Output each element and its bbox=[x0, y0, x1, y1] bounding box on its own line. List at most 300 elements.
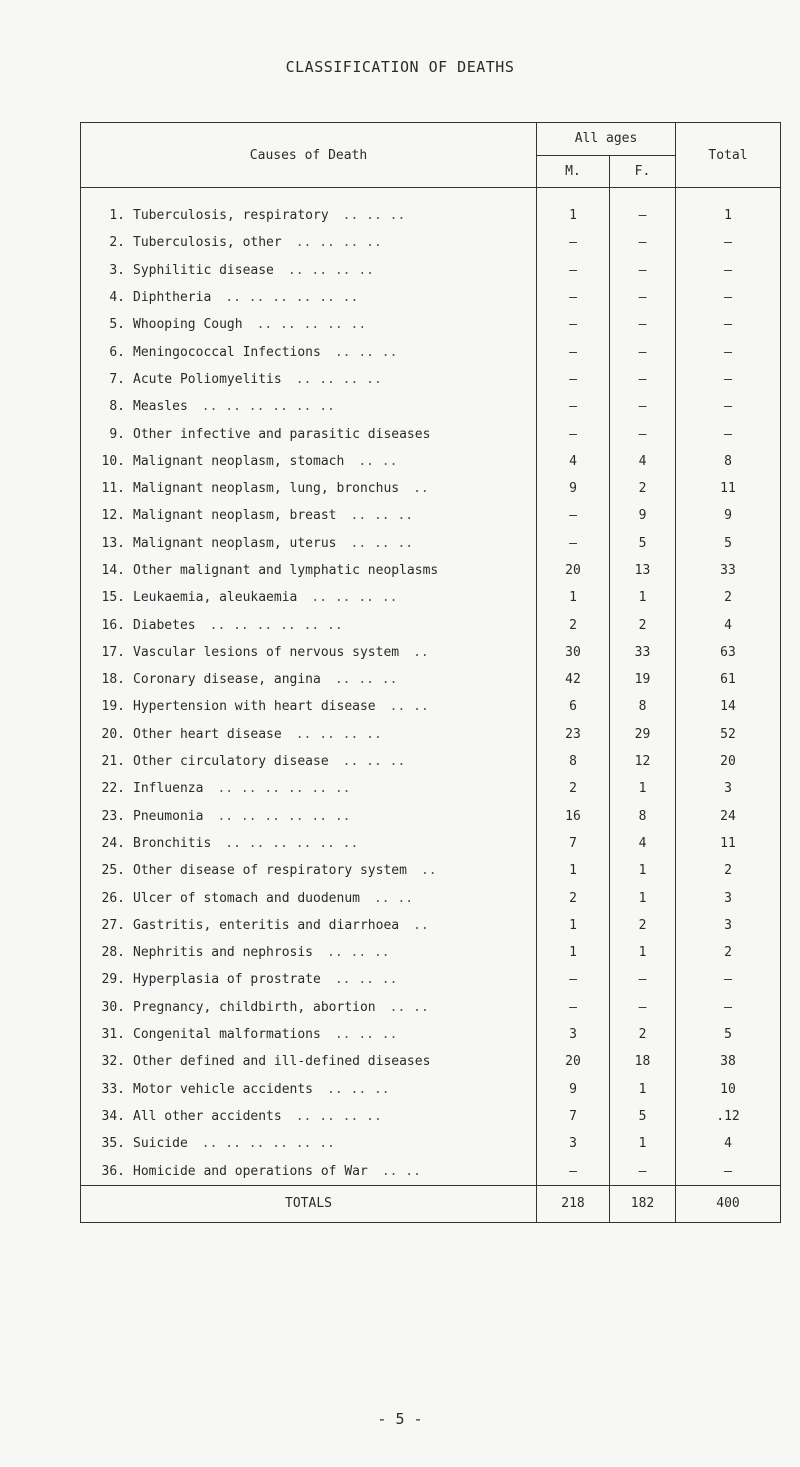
male-count: – bbox=[537, 420, 610, 447]
total-count: – bbox=[676, 1157, 781, 1185]
total-count: 2 bbox=[676, 939, 781, 966]
leader-dots bbox=[438, 563, 452, 578]
cause-name: Measles bbox=[133, 399, 188, 415]
table-row bbox=[81, 448, 781, 475]
total-count: – bbox=[676, 966, 781, 993]
male-count: 2 bbox=[537, 611, 610, 638]
male-count: – bbox=[537, 311, 610, 338]
leader-dots: .. .. .. .. bbox=[295, 726, 382, 742]
row-number: 7. bbox=[109, 371, 125, 387]
male-header: M. bbox=[537, 155, 610, 188]
total-count: 3 bbox=[676, 775, 781, 802]
row-number: 35. bbox=[101, 1136, 125, 1152]
total-count: 10 bbox=[676, 1076, 781, 1103]
cause-cell bbox=[81, 966, 537, 993]
row-number: 8. bbox=[109, 399, 125, 415]
total-count: – bbox=[676, 284, 781, 311]
female-count: 12 bbox=[610, 748, 676, 775]
cause-name: Gastritis, enteritis and diarrhoea bbox=[133, 917, 400, 933]
cause-cell bbox=[81, 338, 537, 365]
row-number: 29. bbox=[101, 972, 125, 988]
table-row bbox=[81, 666, 781, 693]
male-count: 1 bbox=[537, 912, 610, 939]
cause-cell bbox=[81, 803, 537, 830]
table-row bbox=[81, 366, 781, 393]
table-row bbox=[81, 775, 781, 802]
female-count: 19 bbox=[610, 666, 676, 693]
totals-female: 182 bbox=[610, 1185, 676, 1222]
leader-dots: .. .. .. .. .. .. bbox=[209, 617, 343, 633]
total-count: 4 bbox=[676, 1130, 781, 1157]
leader-dots: .. .. .. bbox=[342, 208, 406, 224]
cause-name: Motor vehicle accidents bbox=[133, 1081, 314, 1097]
cause-name: Malignant neoplasm, stomach bbox=[133, 453, 345, 469]
leader-dots: .. bbox=[413, 481, 429, 497]
row-number: 14. bbox=[101, 563, 125, 578]
female-count: 2 bbox=[610, 912, 676, 939]
row-number: 31. bbox=[101, 1027, 125, 1043]
table-row bbox=[81, 584, 781, 611]
cause-name: Meningococcal Infections bbox=[133, 344, 321, 360]
female-count: – bbox=[610, 202, 676, 229]
male-count: – bbox=[537, 284, 610, 311]
row-number: 13. bbox=[101, 535, 125, 551]
female-count: 1 bbox=[610, 857, 676, 884]
cause-name: Ulcer of stomach and duodenum bbox=[133, 890, 360, 906]
cause-cell bbox=[81, 939, 537, 966]
leader-dots: .. .. .. .. .. .. bbox=[201, 1136, 335, 1152]
totals-label: TOTALS bbox=[81, 1185, 537, 1222]
leader-dots: .. .. .. .. bbox=[287, 262, 374, 278]
cause-cell bbox=[81, 557, 537, 584]
cause-name: Coronary disease, angina bbox=[133, 672, 321, 688]
total-count: 52 bbox=[676, 721, 781, 748]
total-count: – bbox=[676, 257, 781, 284]
female-count: 33 bbox=[610, 639, 676, 666]
total-count: .12 bbox=[676, 1103, 781, 1130]
table-row bbox=[81, 257, 781, 284]
table-row bbox=[81, 803, 781, 830]
cause-cell bbox=[81, 666, 537, 693]
total-count: 5 bbox=[676, 1021, 781, 1048]
table-row bbox=[81, 939, 781, 966]
table-row bbox=[81, 229, 781, 256]
female-count: – bbox=[610, 229, 676, 256]
female-count: – bbox=[610, 257, 676, 284]
leader-dots: .. .. .. bbox=[350, 508, 414, 524]
cause-name: Other disease of respiratory system bbox=[133, 863, 407, 879]
female-count: 1 bbox=[610, 1130, 676, 1157]
page-title: CLASSIFICATION OF DEATHS bbox=[285, 58, 515, 76]
causes-header: Causes of Death bbox=[81, 123, 537, 188]
male-count: 1 bbox=[537, 202, 610, 229]
leader-dots: .. .. bbox=[389, 699, 429, 715]
cause-name: Malignant neoplasm, uterus bbox=[133, 535, 337, 551]
female-count: 9 bbox=[610, 502, 676, 529]
table-row bbox=[81, 202, 781, 229]
cause-cell bbox=[81, 912, 537, 939]
leader-dots bbox=[430, 427, 444, 442]
cause-name: Other circulatory disease bbox=[133, 754, 329, 770]
table-row bbox=[81, 284, 781, 311]
male-count: 9 bbox=[537, 1076, 610, 1103]
cause-cell bbox=[81, 393, 537, 420]
cause-cell bbox=[81, 448, 537, 475]
cause-name: Congenital malformations bbox=[133, 1027, 321, 1043]
female-count: 18 bbox=[610, 1048, 676, 1075]
cause-cell bbox=[81, 311, 537, 338]
total-count: – bbox=[676, 229, 781, 256]
leader-dots: .. .. .. .. .. .. bbox=[217, 808, 351, 824]
row-number: 1. bbox=[109, 208, 125, 224]
female-count: 2 bbox=[610, 1021, 676, 1048]
male-count: 8 bbox=[537, 748, 610, 775]
row-number: 23. bbox=[101, 808, 125, 824]
leader-dots: .. .. .. bbox=[334, 972, 398, 988]
male-count: 1 bbox=[537, 939, 610, 966]
male-count: 42 bbox=[537, 666, 610, 693]
table-row bbox=[81, 530, 781, 557]
female-count: – bbox=[610, 393, 676, 420]
cause-cell bbox=[81, 1103, 537, 1130]
cause-cell bbox=[81, 366, 537, 393]
cause-name: Pregnancy, childbirth, abortion bbox=[133, 999, 376, 1015]
cause-name: Homicide and operations of War bbox=[133, 1163, 368, 1179]
female-count: 5 bbox=[610, 530, 676, 557]
male-count: – bbox=[537, 257, 610, 284]
cause-cell bbox=[81, 857, 537, 884]
female-count: – bbox=[610, 966, 676, 993]
table-row bbox=[81, 721, 781, 748]
cause-cell bbox=[81, 1048, 537, 1075]
row-number: 6. bbox=[109, 344, 125, 360]
male-count: 2 bbox=[537, 884, 610, 911]
table-row bbox=[81, 966, 781, 993]
all-ages-header: All ages bbox=[537, 123, 676, 156]
female-count: 1 bbox=[610, 584, 676, 611]
table-row bbox=[81, 1076, 781, 1103]
row-number: 2. bbox=[109, 235, 125, 251]
leader-dots: .. .. bbox=[381, 1163, 421, 1179]
male-count: 20 bbox=[537, 1048, 610, 1075]
male-count: 9 bbox=[537, 475, 610, 502]
cause-cell bbox=[81, 502, 537, 529]
female-header: F. bbox=[610, 155, 676, 188]
row-number: 16. bbox=[101, 617, 125, 633]
total-count: 5 bbox=[676, 530, 781, 557]
cause-cell bbox=[81, 639, 537, 666]
cause-name: Bronchitis bbox=[133, 835, 212, 851]
cause-name: Influenza bbox=[133, 781, 204, 797]
total-count: – bbox=[676, 420, 781, 447]
cause-name: Suicide bbox=[133, 1136, 188, 1152]
cause-name: Other malignant and lymphatic neoplasms bbox=[133, 563, 439, 578]
male-count: 7 bbox=[537, 830, 610, 857]
cause-name: Malignant neoplasm, breast bbox=[133, 508, 337, 524]
male-count: 20 bbox=[537, 557, 610, 584]
total-count: 33 bbox=[676, 557, 781, 584]
female-count: – bbox=[610, 994, 676, 1021]
leader-dots: .. .. .. bbox=[342, 754, 406, 770]
cause-name: Diabetes bbox=[133, 617, 196, 633]
cause-cell bbox=[81, 1130, 537, 1157]
total-count: 20 bbox=[676, 748, 781, 775]
totals-row bbox=[81, 1185, 781, 1222]
row-number: 36. bbox=[101, 1163, 125, 1179]
female-count: 29 bbox=[610, 721, 676, 748]
row-number: 4. bbox=[109, 290, 125, 306]
cause-cell bbox=[81, 584, 537, 611]
total-count: 3 bbox=[676, 884, 781, 911]
male-count: 6 bbox=[537, 693, 610, 720]
total-count: 2 bbox=[676, 857, 781, 884]
cause-name: Other heart disease bbox=[133, 726, 282, 742]
table-row bbox=[81, 611, 781, 638]
male-count: 1 bbox=[537, 584, 610, 611]
cause-cell bbox=[81, 775, 537, 802]
table-row bbox=[81, 393, 781, 420]
cause-cell bbox=[81, 611, 537, 638]
table-row bbox=[81, 1103, 781, 1130]
total-header: Total bbox=[676, 123, 781, 188]
row-number: 32. bbox=[101, 1054, 125, 1070]
cause-name: Tuberculosis, respiratory bbox=[133, 208, 329, 224]
deaths-table bbox=[80, 122, 781, 1223]
row-number: 18. bbox=[101, 672, 125, 688]
cause-cell bbox=[81, 994, 537, 1021]
total-count: 8 bbox=[676, 448, 781, 475]
male-count: 23 bbox=[537, 721, 610, 748]
male-count: – bbox=[537, 229, 610, 256]
leader-dots: .. .. .. bbox=[334, 672, 398, 688]
cause-cell bbox=[81, 257, 537, 284]
cause-cell bbox=[81, 748, 537, 775]
female-count: – bbox=[610, 366, 676, 393]
table-row bbox=[81, 1048, 781, 1075]
row-number: 9. bbox=[109, 426, 125, 442]
row-number: 12. bbox=[101, 508, 125, 524]
table-row bbox=[81, 748, 781, 775]
cause-name: Tuberculosis, other bbox=[133, 235, 282, 251]
row-number: 10. bbox=[101, 453, 125, 469]
cause-cell bbox=[81, 721, 537, 748]
leader-dots: .. .. .. bbox=[334, 344, 398, 360]
male-count: 7 bbox=[537, 1103, 610, 1130]
total-count: 11 bbox=[676, 830, 781, 857]
total-count: – bbox=[676, 311, 781, 338]
table-row bbox=[81, 1130, 781, 1157]
table-row bbox=[81, 994, 781, 1021]
table-row bbox=[81, 420, 781, 447]
leader-dots: .. .. .. bbox=[334, 1027, 398, 1043]
cause-cell bbox=[81, 420, 537, 447]
female-count: 2 bbox=[610, 475, 676, 502]
female-count: 4 bbox=[610, 830, 676, 857]
female-count: – bbox=[610, 1157, 676, 1185]
total-count: – bbox=[676, 366, 781, 393]
cause-name: Acute Poliomyelitis bbox=[133, 371, 282, 387]
total-count: 1 bbox=[676, 202, 781, 229]
male-count: – bbox=[537, 366, 610, 393]
leader-dots: .. .. .. .. bbox=[295, 1108, 382, 1124]
total-count: 24 bbox=[676, 803, 781, 830]
leader-dots: .. .. .. .. bbox=[295, 371, 382, 387]
female-count: 8 bbox=[610, 803, 676, 830]
total-count: 3 bbox=[676, 912, 781, 939]
cause-name: Other defined and ill-defined diseases bbox=[133, 1054, 431, 1070]
male-count: – bbox=[537, 502, 610, 529]
table-row bbox=[81, 1157, 781, 1185]
female-count: 1 bbox=[610, 939, 676, 966]
total-count: 4 bbox=[676, 611, 781, 638]
leader-dots: .. bbox=[413, 644, 429, 660]
row-number: 30. bbox=[101, 999, 125, 1015]
male-count: 2 bbox=[537, 775, 610, 802]
row-number: 11. bbox=[101, 481, 125, 497]
row-number: 27. bbox=[101, 917, 125, 933]
leader-dots: .. .. .. bbox=[327, 945, 390, 961]
row-number: 33. bbox=[101, 1081, 125, 1097]
total-count: 2 bbox=[676, 584, 781, 611]
table-row bbox=[81, 857, 781, 884]
male-count: – bbox=[537, 966, 610, 993]
total-count: 63 bbox=[676, 639, 781, 666]
cause-cell bbox=[81, 229, 537, 256]
total-count: 9 bbox=[676, 502, 781, 529]
total-count: 14 bbox=[676, 693, 781, 720]
row-number: 28. bbox=[101, 945, 125, 961]
female-count: 1 bbox=[610, 775, 676, 802]
totals-total: 400 bbox=[676, 1185, 781, 1222]
female-count: – bbox=[610, 338, 676, 365]
cause-name: Other infective and parasitic diseases bbox=[133, 426, 431, 442]
leader-dots: .. .. .. .. .. bbox=[256, 317, 367, 333]
table-row bbox=[81, 639, 781, 666]
cause-name: Hyperplasia of prostrate bbox=[133, 972, 321, 988]
female-count: 2 bbox=[610, 611, 676, 638]
totals-male: 218 bbox=[537, 1185, 610, 1222]
female-count: 13 bbox=[610, 557, 676, 584]
row-number: 21. bbox=[101, 754, 125, 770]
deaths-table-container bbox=[80, 122, 780, 1223]
cause-cell bbox=[81, 1076, 537, 1103]
total-count: – bbox=[676, 393, 781, 420]
table-row bbox=[81, 1021, 781, 1048]
leader-dots: .. bbox=[413, 917, 429, 933]
cause-cell bbox=[81, 693, 537, 720]
cause-cell bbox=[81, 530, 537, 557]
male-count: 3 bbox=[537, 1130, 610, 1157]
male-count: – bbox=[537, 393, 610, 420]
row-number: 15. bbox=[101, 590, 125, 606]
table-row bbox=[81, 475, 781, 502]
total-count: 38 bbox=[676, 1048, 781, 1075]
cause-name: Nephritis and nephrosis bbox=[133, 945, 314, 961]
row-number: 34. bbox=[101, 1108, 125, 1124]
cause-name: Syphilitic disease bbox=[133, 262, 274, 278]
female-count: – bbox=[610, 420, 676, 447]
leader-dots: .. .. .. .. bbox=[295, 235, 382, 251]
row-number: 5. bbox=[109, 317, 125, 333]
table-row bbox=[81, 311, 781, 338]
male-count: – bbox=[537, 338, 610, 365]
leader-dots: .. .. .. .. .. .. bbox=[225, 290, 359, 306]
cause-name: All other accidents bbox=[133, 1108, 282, 1124]
leader-dots: .. .. bbox=[373, 890, 414, 906]
female-count: – bbox=[610, 284, 676, 311]
row-number: 20. bbox=[101, 726, 125, 742]
cause-cell bbox=[81, 1021, 537, 1048]
table-body bbox=[81, 202, 781, 1185]
cause-cell bbox=[81, 1157, 537, 1185]
row-number: 17. bbox=[101, 644, 125, 660]
table-row bbox=[81, 830, 781, 857]
leader-dots: .. .. .. bbox=[350, 535, 414, 551]
total-count: 61 bbox=[676, 666, 781, 693]
male-count: – bbox=[537, 994, 610, 1021]
male-count: – bbox=[537, 530, 610, 557]
table-row bbox=[81, 338, 781, 365]
female-count: 5 bbox=[610, 1103, 676, 1130]
row-number: 25. bbox=[101, 863, 125, 879]
male-count: 16 bbox=[537, 803, 610, 830]
cause-name: Leukaemia, aleukaemia bbox=[133, 590, 298, 606]
leader-dots: .. .. .. bbox=[327, 1081, 390, 1097]
cause-name: Pneumonia bbox=[133, 808, 204, 824]
leader-dots: .. .. bbox=[389, 999, 429, 1015]
cause-cell bbox=[81, 284, 537, 311]
cause-name: Diphtheria bbox=[133, 290, 212, 306]
leader-dots: .. .. .. .. .. .. bbox=[225, 835, 359, 851]
cause-name: Whooping Cough bbox=[133, 317, 243, 333]
total-count: 11 bbox=[676, 475, 781, 502]
female-count: 8 bbox=[610, 693, 676, 720]
leader-dots: .. bbox=[420, 863, 437, 879]
row-number: 22. bbox=[101, 781, 125, 797]
cause-cell bbox=[81, 475, 537, 502]
table-row bbox=[81, 912, 781, 939]
cause-name: Hypertension with heart disease bbox=[133, 699, 376, 715]
cause-cell bbox=[81, 884, 537, 911]
table-row bbox=[81, 557, 781, 584]
row-number: 24. bbox=[101, 835, 125, 851]
cause-cell bbox=[81, 202, 537, 229]
male-count: 30 bbox=[537, 639, 610, 666]
total-count: – bbox=[676, 994, 781, 1021]
table-row bbox=[81, 502, 781, 529]
cause-cell bbox=[81, 830, 537, 857]
cause-name: Vascular lesions of nervous system bbox=[133, 644, 400, 660]
table-row bbox=[81, 884, 781, 911]
female-count: 1 bbox=[610, 1076, 676, 1103]
leader-dots: .. .. bbox=[358, 453, 398, 469]
leader-dots: .. .. .. .. .. .. bbox=[201, 399, 335, 415]
table-row bbox=[81, 693, 781, 720]
row-number: 26. bbox=[101, 890, 125, 906]
male-count: – bbox=[537, 1157, 610, 1185]
male-count: 3 bbox=[537, 1021, 610, 1048]
female-count: – bbox=[610, 311, 676, 338]
row-number: 19. bbox=[101, 699, 125, 715]
leader-dots: .. .. .. .. .. .. bbox=[217, 781, 351, 797]
female-count: 1 bbox=[610, 884, 676, 911]
row-number: 3. bbox=[109, 262, 125, 278]
male-count: 4 bbox=[537, 448, 610, 475]
leader-dots: .. .. .. .. bbox=[311, 590, 398, 606]
male-count: 1 bbox=[537, 857, 610, 884]
leader-dots bbox=[430, 1054, 444, 1069]
female-count: 4 bbox=[610, 448, 676, 475]
